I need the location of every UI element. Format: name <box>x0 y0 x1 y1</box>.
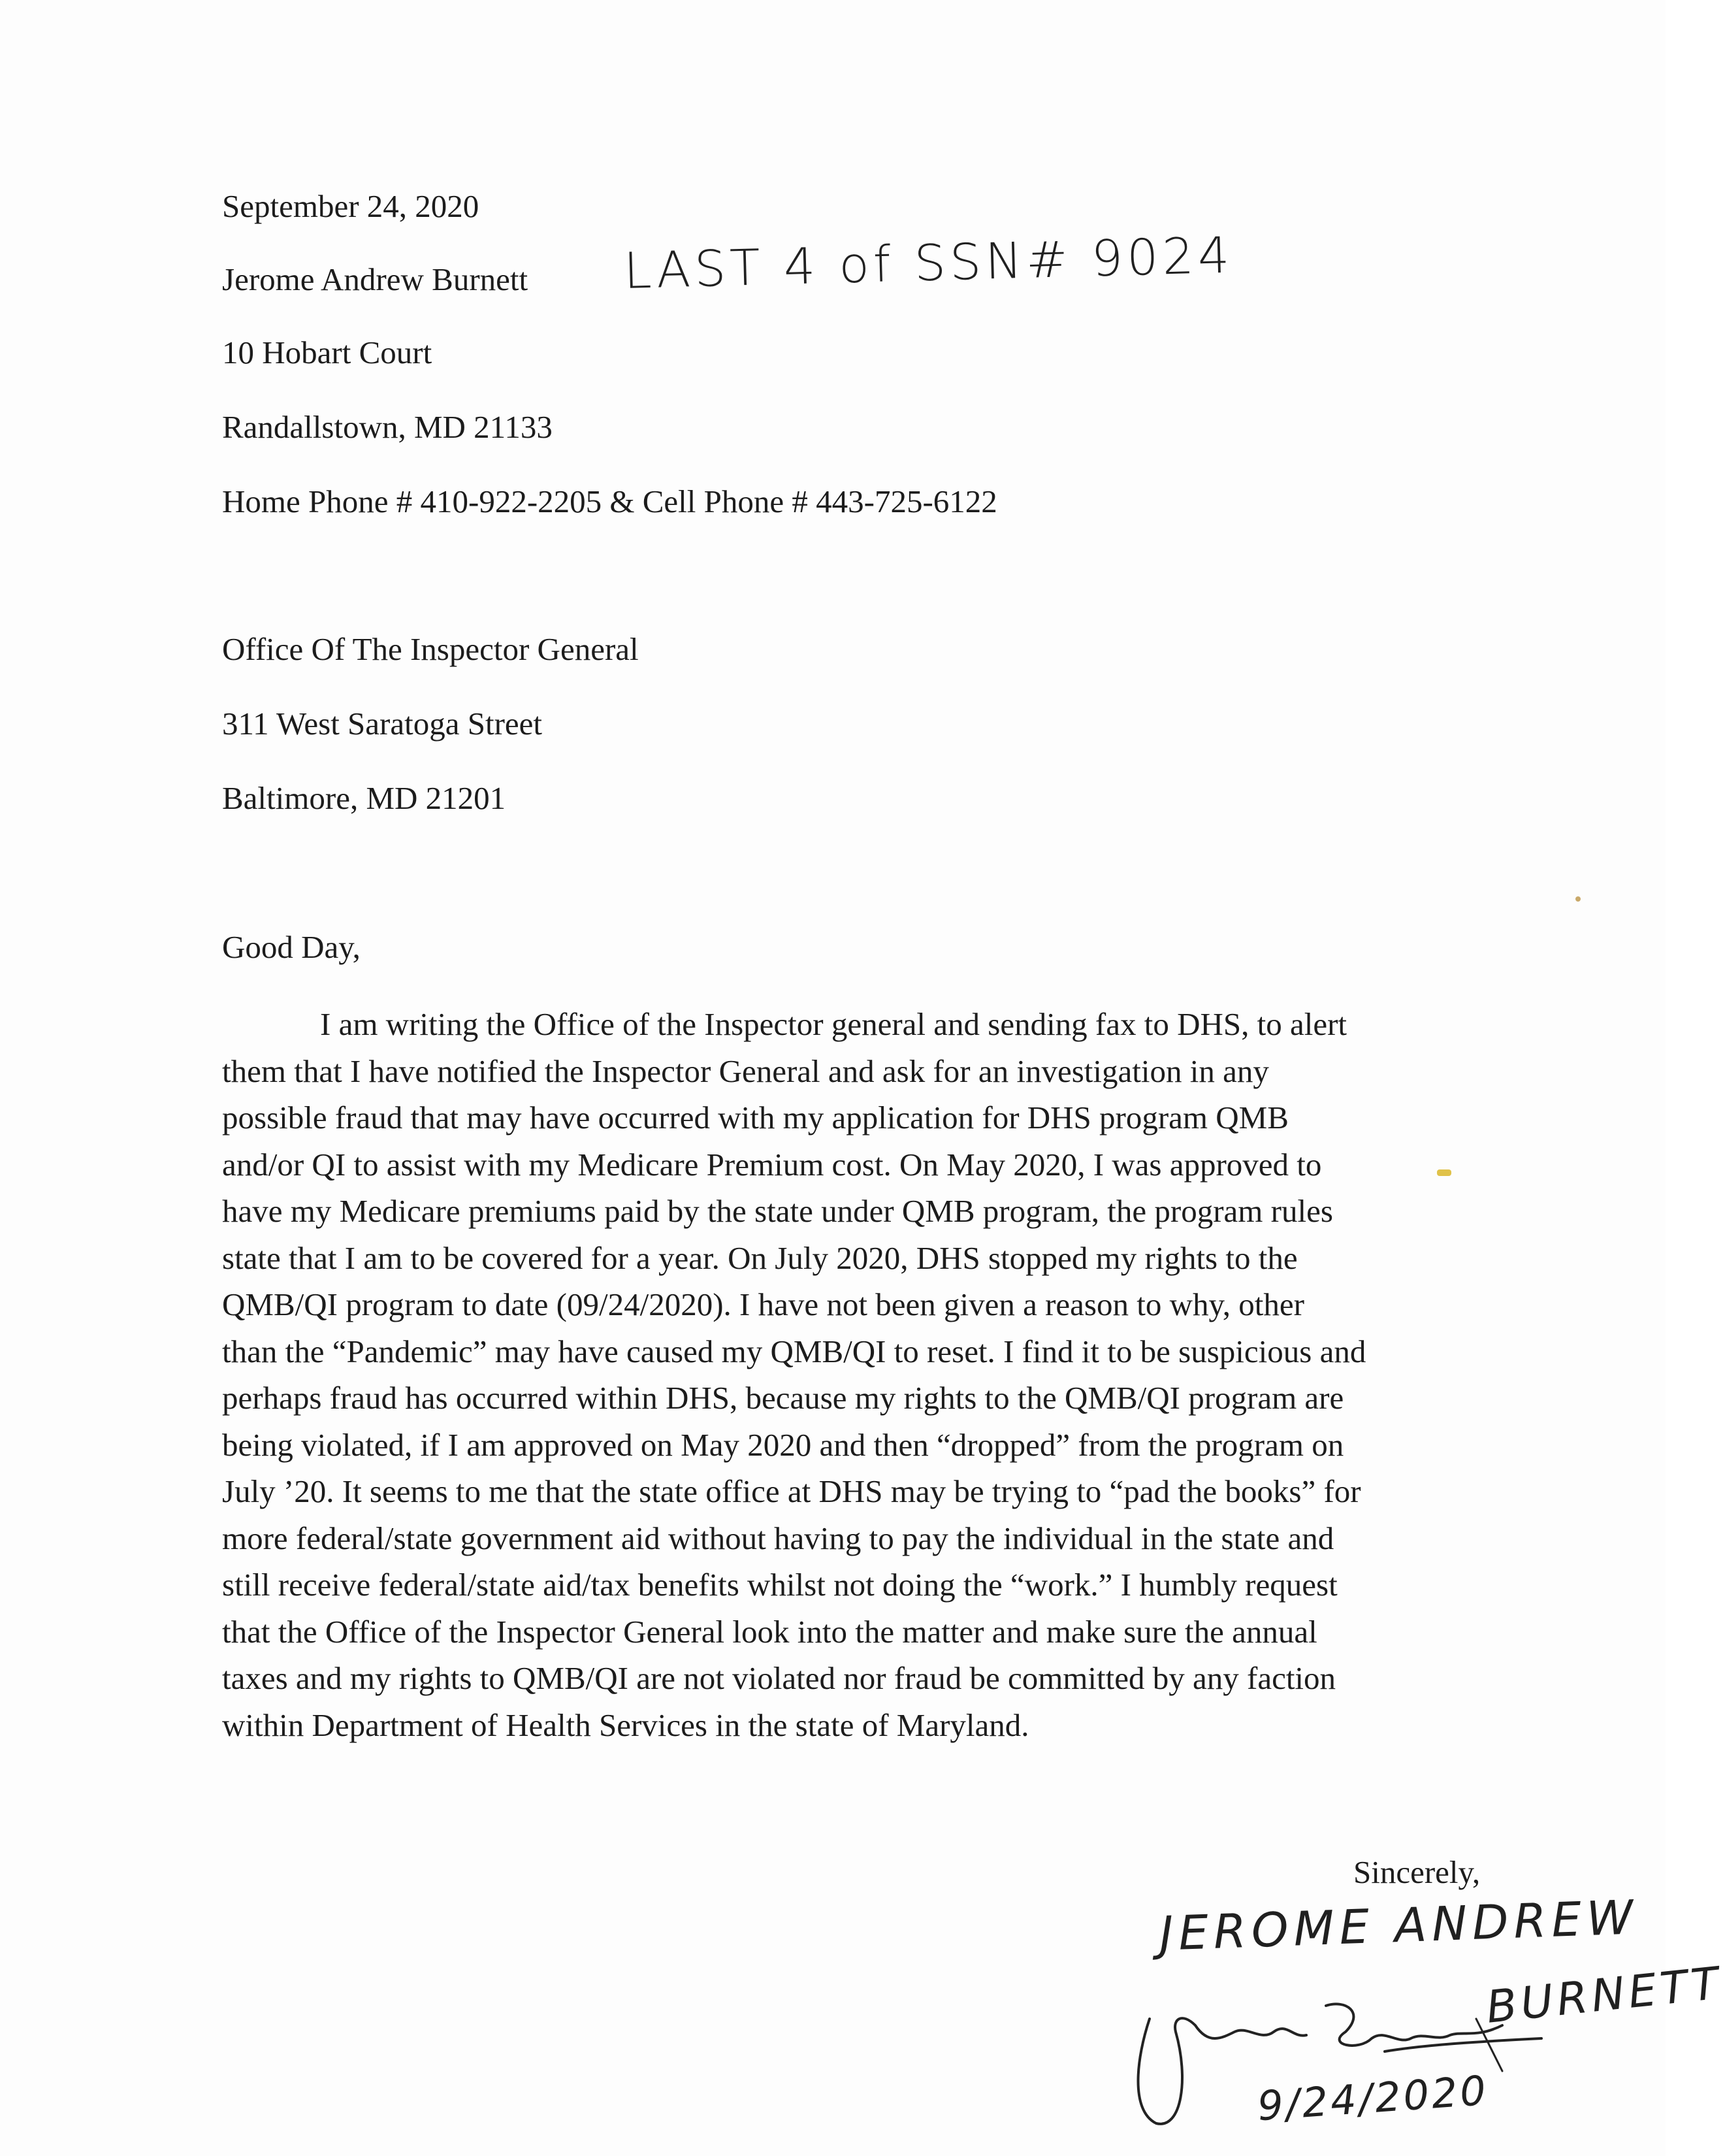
body-line: and/or QI to assist with my Medicare Premium cost. On May 2020, I was approved to <box>222 1146 1322 1183</box>
body-line: taxes and my rights to QMB/QI are not violated nor fraud be committed by any faction <box>222 1660 1336 1696</box>
recipient-office: Office Of The Inspector General <box>222 631 639 667</box>
handwritten-name-line1: JEROME ANDREW <box>1158 1889 1639 1961</box>
sender-phones: Home Phone # 410-922-2205 & Cell Phone # 443-725-6122 <box>222 483 997 519</box>
body-line: state that I am to be covered for a year. On July 2020, DHS stopped my rights to the <box>222 1239 1298 1276</box>
handwritten-ssn-note: LAST 4 of SSN# 9024 <box>622 225 1234 300</box>
recipient-city: Baltimore, MD 21201 <box>222 780 506 816</box>
body-line: have my Medicare premiums paid by the state under QMB program, the program rules <box>222 1193 1333 1229</box>
handwritten-name-line2: BURNETT <box>1483 1957 1725 2034</box>
body-line: still receive federal/state aid/tax benefits whilst not doing the “work.” I humbly request <box>222 1567 1338 1603</box>
body-line: July ’20. It seems to me that the state office at DHS may be trying to “pad the books” for <box>222 1473 1361 1509</box>
letter-date: September 24, 2020 <box>222 188 479 224</box>
valediction: Sincerely, <box>1353 1854 1481 1890</box>
greeting: Good Day, <box>222 929 361 965</box>
body-line: possible fraud that may have occurred with my application for DHS program QMB <box>222 1100 1289 1135</box>
body-line: more federal/state government aid without having to pay the individual in the state and <box>222 1520 1334 1556</box>
sender-address-line1: 10 Hobart Court <box>222 335 432 370</box>
body-line: being violated, if I am approved on May 2020 and then “dropped” from the program on <box>222 1426 1344 1463</box>
scan-speck <box>1437 1169 1451 1176</box>
body-line: QMB/QI program to date (09/24/2020). I have not been given a reason to why, other <box>222 1286 1304 1322</box>
body-line: I am writing the Office of the Inspector general and sending fax to DHS, to alert <box>320 1006 1347 1042</box>
sender-name: Jerome Andrew Burnett <box>222 261 528 297</box>
body-line: perhaps fraud has occurred within DHS, because my rights to the QMB/QI program are <box>222 1380 1344 1416</box>
sender-address-line2: Randallstown, MD 21133 <box>222 409 553 445</box>
body-line: that the Office of the Inspector General look into the matter and make sure the annual <box>222 1613 1317 1650</box>
recipient-street: 311 West Saratoga Street <box>222 706 543 742</box>
body-line: them that I have notified the Inspector General and ask for an investigation in any <box>222 1053 1269 1089</box>
letter-body <box>222 1001 1489 1748</box>
handwritten-date: 9/24/2020 <box>1255 2066 1491 2131</box>
body-line: than the “Pandemic” may have caused my QMB/QI to reset. I find it to be suspicious and <box>222 1333 1366 1369</box>
body-line: within Department of Health Services in the state of Maryland. <box>222 1707 1029 1743</box>
scan-speck <box>1575 896 1581 902</box>
